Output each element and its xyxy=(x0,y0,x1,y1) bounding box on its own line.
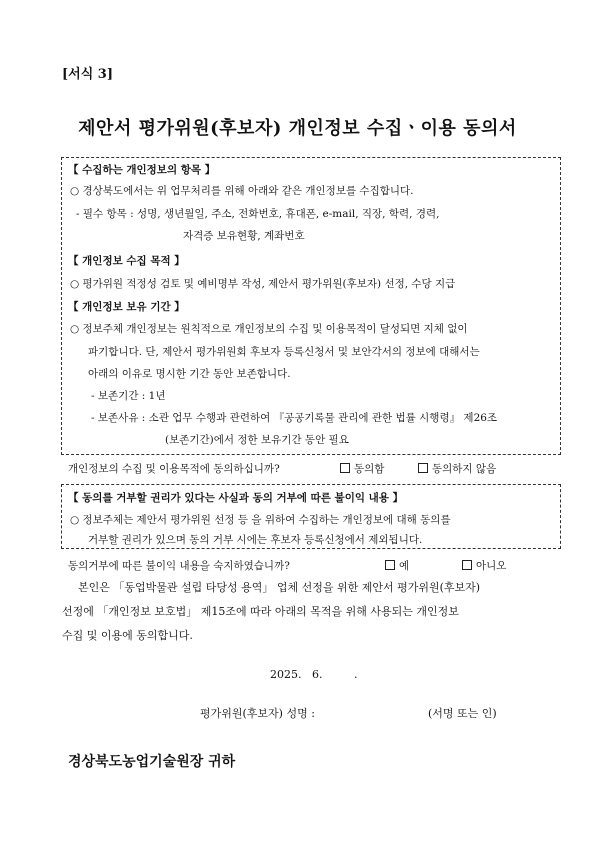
date: 2025. 6. . xyxy=(270,668,358,681)
required-items-text: - 필수 항목 : 성명, 생년월일, 주소, 전화번호, 휴대폰, e-mail, 직장, 학력, 경력, xyxy=(76,208,440,220)
collected-items-text: ○ 경상북도에서는 위 업무처리를 위해 아래와 같은 개인정보를 수집합니다. xyxy=(70,185,414,197)
retention-text-2: 파기합니다. 단, 제안서 평가위원회 후보자 등록신청서 및 보안각서의 정보에 대해서는 xyxy=(88,346,480,358)
closing-text-3: 수집 및 이용에 동의합니다. xyxy=(62,629,193,642)
disagree-checkbox[interactable] xyxy=(418,463,428,473)
agree-option[interactable] xyxy=(340,461,384,476)
agree-label: 동의함 xyxy=(354,463,385,475)
section-collected-items-header: 【 수집하는 개인정보의 항목 】 xyxy=(68,164,216,176)
retention-reason-1: - 보존사유 : 소관 업무 수행과 관련하여 『공공기록물 관리에 관한 법률 시행령』 제26조 xyxy=(91,412,498,424)
section-purpose-header: 【 개인정보 수집 목적 】 xyxy=(68,255,185,267)
refusal-text-1: ○ 정보주체는 제안서 평가위원 선정 등 을 위하여 수집하는 개인정보에 대해 동의를 xyxy=(70,514,451,526)
yes-option[interactable] xyxy=(385,558,409,573)
no-checkbox[interactable] xyxy=(462,560,472,570)
signature-label: 평가위원(후보자) 성명 : xyxy=(200,707,315,720)
section-refusal-header: 【 동의를 거부할 권리가 있다는 사실과 동의 거부에 따른 불이익 내용 】 xyxy=(68,492,404,504)
disagree-label: 동의하지 않음 xyxy=(432,463,497,475)
document-title: 제안서 평가위원(후보자) 개인정보 수집ㆍ이용 동의서 xyxy=(78,118,517,139)
retention-text-1: ○ 정보주체 개인정보는 원칙적으로 개인정보의 수집 및 이용목적이 달성되면 지체 없이 xyxy=(70,323,468,335)
purpose-text: ○ 평가위원 적정성 검토 및 예비명부 작성, 제안서 평가위원(후보자) 선정, 수당 지급 xyxy=(70,278,456,290)
closing-text-2: 선정에 「개인정보 보호법」 제15조에 따라 아래의 목적을 위해 사용되는 개인정보 xyxy=(62,605,459,618)
yes-checkbox[interactable] xyxy=(385,560,395,570)
no-option[interactable] xyxy=(462,558,506,573)
retention-text-3: 아래의 이유로 명시한 기간 동안 보존합니다. xyxy=(88,368,291,380)
retention-period: - 보존기간 : 1년 xyxy=(91,390,166,402)
signature-hint: (서명 또는 인) xyxy=(428,707,497,720)
consent-question: 개인정보의 수집 및 이용목적에 동의하십니까? xyxy=(68,463,280,475)
section-retention-header: 【 개인정보 보유 기간 】 xyxy=(68,301,185,313)
agree-checkbox[interactable] xyxy=(340,463,350,473)
closing-text-1: 본인은 「동업박물관 설립 타당성 용역」 업체 선정을 위한 제안서 평가위원(후보자) xyxy=(78,581,481,594)
refusal-text-2: 거부할 권리가 있으며 동의 거부 시에는 후보자 등록신청에서 제외됩니다. xyxy=(88,534,423,546)
retention-reason-2: (보존기간)에서 정한 보유기간 동안 필요 xyxy=(165,434,349,446)
form-number: [서식 3] xyxy=(62,67,113,82)
required-items-text-cont: 자격증 보유현황, 계좌번호 xyxy=(183,230,305,242)
yes-label: 예 xyxy=(399,560,410,572)
acknowledge-question: 동의거부에 따른 불이익 내용을 숙지하였습니까? xyxy=(68,560,290,572)
no-label: 아니오 xyxy=(476,560,507,572)
addressee: 경상북도농업기술원장 귀하 xyxy=(68,754,236,770)
disagree-option[interactable] xyxy=(418,461,496,476)
